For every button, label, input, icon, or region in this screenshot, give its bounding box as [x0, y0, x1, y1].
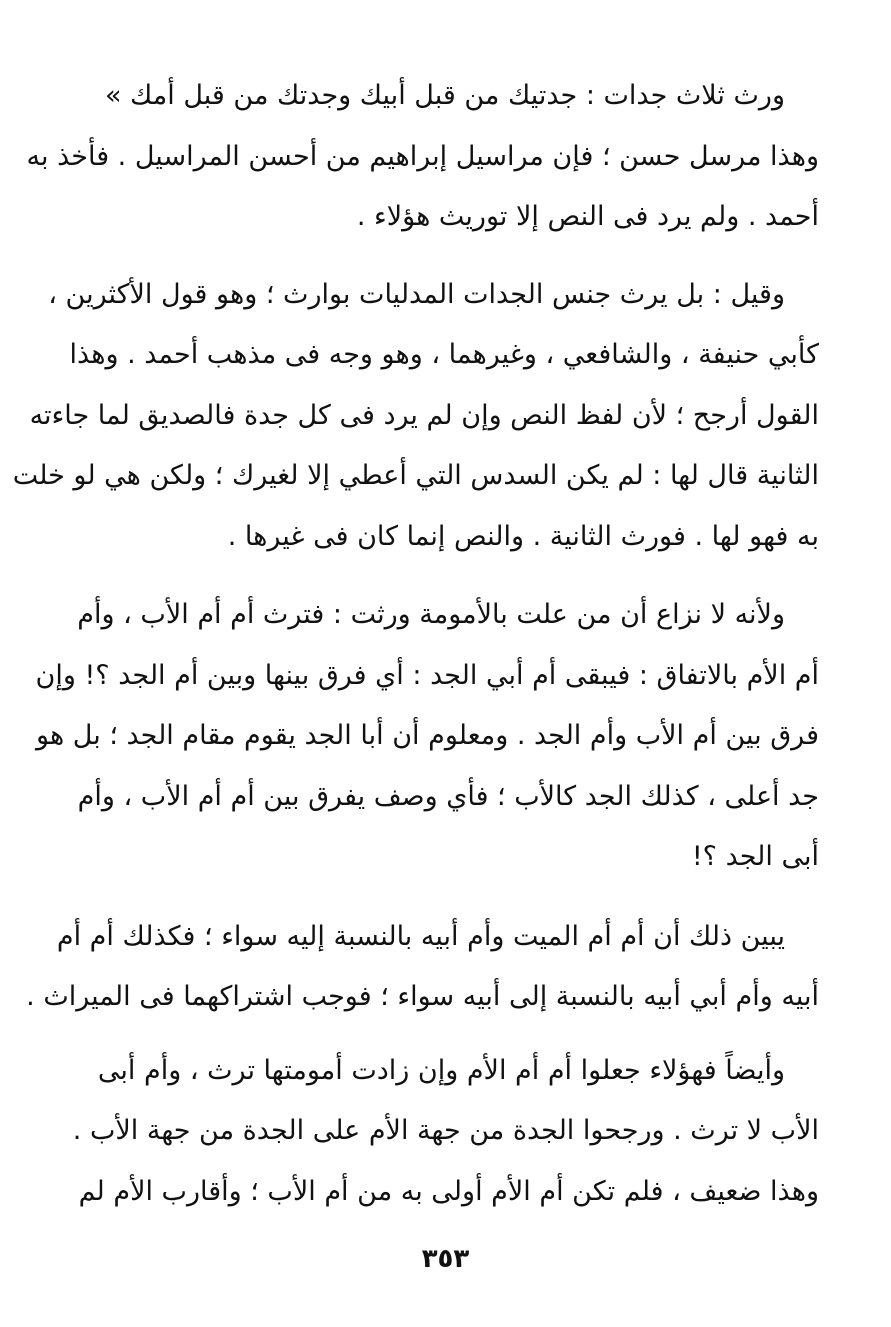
paragraph-2: [12, 265, 819, 568]
text-line: أبى الجد ؟!: [691, 841, 819, 872]
text-line: وأيضاً فهؤلاء جعلوا أم أم الأم وإن زادت أمومتها ترث ، وأم أبى: [97, 1054, 785, 1086]
text-line: جد أعلى ، كذلك الجد كالأب ؛ فأي وصف يفرق بين أم أم الأب ، وأم: [77, 780, 819, 812]
text-line: ورث ثلاث جدات : جدتيك من قبل أبيك وجدتك من قبل أمك »: [104, 80, 785, 111]
text-line: يبين ذلك أن أم أم الميت وأم أبيه بالنسبة إليه سواء ؛ فكذلك أم أم: [56, 920, 785, 952]
text-line: فرق بين أم الأب وأم الجد . ومعلوم أن أبا الجد يقوم مقام الجد ؛ بل هو: [36, 720, 819, 751]
text-line: وهذا مرسل حسن ؛ فإن مراسيل إبراهيم من أحسن المراسيل . فأخذ به: [26, 140, 819, 172]
text-line: الأب لا ترث . ورجحوا الجدة من جهة الأم على الجدة من جهة الأب .: [72, 1115, 819, 1146]
text-line: القول أرجح ؛ لأن لفظ النص وإن لم يرد فى كل جدة فالصديق لما جاءته: [29, 399, 819, 431]
text-line: ولأنه لا نزاع أن من علت بالأمومة ورثت : فترث أم أم الأب ، وأم: [77, 599, 785, 630]
paragraph-1: [26, 66, 819, 248]
text-line: الثانية قال لها : لم يكن السدس التي أعطي إلا لغيرك ؛ ولكن هي لو خلت: [12, 460, 819, 491]
paragraph-5: [72, 1041, 819, 1223]
text-line: أبيه وأم أبي أبيه بالنسبة إلى أبيه سواء ؛ فوجب اشتراكهما فى الميراث .: [26, 981, 819, 1012]
paragraph-3: [35, 585, 819, 888]
text-line: أحمد . ولم يرد فى النص إلا توريث هؤلاء .: [356, 201, 819, 232]
text-line: وهذا ضعيف ، فلم تكن أم الأم أولى به من أم الأب ؛ وأقارب الأم لم: [78, 1175, 819, 1207]
text-line: به فهو لها . فورث الثانية . والنص إنما كان فى غيرها .: [227, 520, 819, 552]
paragraph-4: [26, 907, 819, 1028]
text-line: أم الأم بالاتفاق : فيبقى أم أبي الجد : أي فرق بينها وبين أم الجد ؟! وإن: [35, 659, 819, 691]
text-line: كأبي حنيفة ، والشافعي ، وغيرهما ، وهو وجه فى مذهب أحمد . وهذا: [69, 339, 819, 370]
main-text: [12, 66, 819, 1222]
text-line: وقيل : بل يرث جنس الجدات المدليات بوارث ؛ وهو قول الأكثرين ،: [48, 278, 785, 310]
page-number: ٣٥٣: [421, 1244, 470, 1274]
